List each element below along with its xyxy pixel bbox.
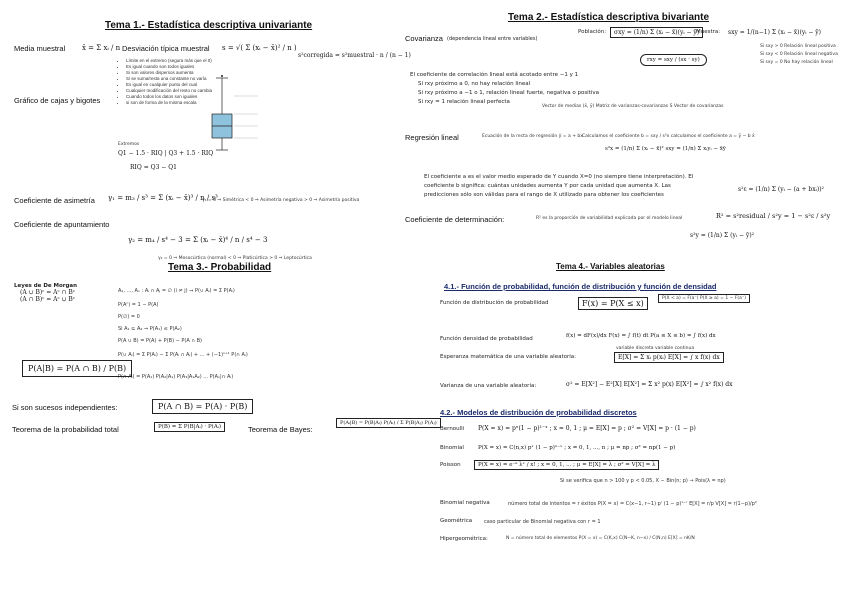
determinacion-formula2: s²y = (1/n) Σ (yᵢ − ȳ)² <box>690 232 755 239</box>
section4-sub1: 4.1.- Función de probabilidad, función de distribución y función de densidad <box>444 282 717 291</box>
regresion-eq: Ecuación de la recta de regresión ŷ = a + bx <box>482 134 583 139</box>
cov-mue-formula: sxy = 1/(n−1) Σ (xᵢ − x̄)(yᵢ − ȳ) <box>728 29 821 36</box>
poisson-label: Poisson <box>440 462 461 468</box>
desv-bullet: • Si se suma/resta una constante no varía <box>126 76 218 82</box>
determinacion-formula: R² = s²residual / s²y = 1 − s²ε / s²y <box>716 212 831 220</box>
variance-formula: σ² = E[X²] − E²[X] E[X²] = Σ x² p(x) E[X²] = ∫ x² f(x) dx <box>566 381 733 388</box>
covarianza-sub: (dependencia lineal entre variables) <box>447 36 538 42</box>
bernoulli-label: Bernoulli <box>440 426 465 432</box>
apuntamiento-label: Coeficiente de apuntamiento <box>14 220 110 229</box>
desv-formula: s = √( Σ (xᵢ − x̄)² / n ) <box>222 44 297 52</box>
desv-bullet: • Es igual cuando son todos iguales <box>126 64 218 70</box>
regresion-label: Regresión lineal <box>405 133 459 142</box>
prob-axiom: P(A ∪ B) = P(A) + P(B) − P(A ∩ B) <box>118 338 202 344</box>
distribution-formula: F(x) = P(X ≤ x) <box>578 297 648 310</box>
boxplot-label: Gráfico de cajas y bigotes <box>14 96 101 105</box>
cov-oval: rxy = sxy / (sx · sy) <box>640 54 707 66</box>
asimetria-note: γ₁ = 0 ⇒ Simétrica < 0 ⇒ Asimetría negativa > 0 ⇒ Asimetría positiva <box>202 198 360 203</box>
binomial-label: Binomial <box>440 445 464 451</box>
geometric-label: Geométrica <box>440 518 473 524</box>
apuntamiento-note: γ₂ = 0 ⇒ Mesocúrtica (normal) < 0 ⇒ Platicúrtica > 0 ⇒ Leptocúrtica <box>158 256 312 261</box>
prob-axiom: A₁, ..., Aₙ : Aᵢ ∩ Aⱼ = ∅ (i ≠ j) ⇒ P(∪ Aᵢ) = Σ P(Aᵢ) <box>118 288 235 294</box>
section3-title: Tema 3.- Probabilidad <box>168 262 272 273</box>
cov-mue-label: Muestra: <box>696 29 721 35</box>
corr-text: Si rxy próximo a 0, no hay relación lineal <box>418 81 531 87</box>
cov-pob-label: Población: <box>578 29 607 35</box>
density-formula: f(x) = dF(x)/dx F(x) = ∫ f(t) dt P(a ≤ X ≤ b) = ∫ f(x) dx <box>566 333 716 339</box>
cov-pob-formula: σxy = (1/n) Σ (xᵢ − x̄)(yᵢ − ȳ) <box>610 27 703 38</box>
distribution-props: P(X < a) = F(a⁻) P(X ≥ a) = 1 − F(a⁻) <box>658 294 750 303</box>
section4-sub2: 4.2.- Modelos de distribución de probabilidad discretos <box>440 408 637 417</box>
desv-bullet: • Cualquier modificación del resto no cambia <box>126 88 218 94</box>
corr-text: Si rxy = 1 relación lineal perfecta <box>418 99 510 105</box>
expectation-label: Esperanza matemática de una variable aleatoria: <box>440 354 576 360</box>
de-morgan <box>14 283 77 303</box>
boxplot-formula1: Q1 − 1.5 · RIQ | Q3 + 1.5 · RIQ <box>118 150 214 157</box>
desv-bullet: • Cuando todos los datos son iguales <box>126 94 218 100</box>
desv-corr: s²corregida = s²muestral · n / (n − 1) <box>298 52 411 59</box>
variance-label: Varianza de una variable aleatoria: <box>440 383 537 389</box>
cov-note: Si sxy = 0 No hay relación lineal <box>760 60 833 65</box>
desv-bullet: • Es igual en cualquier punto del cual <box>126 82 218 88</box>
boxplot-small: Extremos <box>118 142 140 147</box>
regresion-text: coeficiente b significa: cuántas unidades aumenta Y por cada unidad que aumenta X. Las <box>424 183 671 189</box>
regresion-var: s²x = (1/n) Σ (xᵢ − x̄)² sxy = (1/n) Σ xᵢyᵢ − x̄ȳ <box>605 146 726 152</box>
bayes-formula: P(Aᵢ|B) = P(B|Aᵢ) P(Aᵢ) / Σ P(B|Aⱼ) P(Aⱼ) <box>336 418 441 428</box>
boxplot-diagram <box>200 74 260 154</box>
cov-note: Si sxy > 0 Relación lineal positiva <box>760 44 836 49</box>
desv-label: Desviación típica muestral <box>122 44 210 53</box>
neg-binomial-label: Binomial negativa <box>440 500 490 506</box>
de-morgan-title: Leyes de De Morgan <box>14 283 78 289</box>
poisson-formula: P(X = x) = e⁻ᵏ λˣ / x! ; x = 0, 1, ... ; μ = E[X] = λ ; σ² = V[X] = λ <box>474 460 659 470</box>
corr-text: El coeficiente de correlación lineal está acotado entre −1 y 1 <box>410 72 579 78</box>
independence-label: Si son sucesos independientes: <box>12 403 118 412</box>
media-formula: x̄ = Σ xᵢ / n <box>82 44 121 52</box>
section2-title: Tema 2.- Estadística descriptiva bivariante <box>508 12 710 23</box>
section4-title: Tema 4.- Variables aleatorias <box>556 262 665 271</box>
total-prob-label: Teorema de la probabilidad total <box>12 425 119 434</box>
hypergeometric-formula: N = número total de elementos P(X = x) = C(K,x) C(N−K, n−x) / C(N,n) E[X] = nK/N <box>506 536 695 541</box>
regresion-text: predicciones sólo son válidas para el rango de X utilizado para obtener los coeficientes <box>424 192 664 198</box>
regresion-text: El coeficiente a es el valor medio esperado de Y cuando X=0 (no siempre tiene interpretación). El <box>424 174 694 180</box>
prob-axiom: P(Aᶜ) = 1 − P(A) <box>118 302 159 308</box>
prob-axiom: P(∩ Aᵢ) = P(A₁) P(A₂|A₁) P(A₃|A₁A₂) ... P(Aₙ|∩ Aᵢ) <box>118 374 234 380</box>
boxplot-formula2: RIQ = Q3 − Q1 <box>130 164 177 171</box>
media-label: Media muestral <box>14 44 66 53</box>
vector-medias: Vector de medias (x̄, ȳ) Matriz de varianzas-covarianzas S Vector de covarianzas <box>542 104 724 109</box>
regresion-side: s²ε = (1/n) Σ (yᵢ − (a + bxᵢ))² <box>738 186 824 193</box>
distribution-label: Función de distribución de probabilidad <box>440 300 549 306</box>
prob-axiom: Si A₁ ⊆ A₂ ⇒ P(A₁) ≤ P(A₂) <box>118 326 182 332</box>
independence-formula: P(A ∩ B) = P(A) · P(B) <box>152 399 253 414</box>
prob-axiom: P(∪ Aᵢ) = Σ P(Aᵢ) − Σ P(Aᵢ ∩ Aⱼ) + ... + (−1)ⁿ⁺¹ P(∩ Aᵢ) <box>118 352 248 358</box>
bayes-label: Teorema de Bayes: <box>248 425 313 434</box>
cov-note: Si sxy < 0 Relación lineal negativa <box>760 52 838 57</box>
desv-bullet: • si son de forma de la misma escala <box>126 100 218 106</box>
regresion-calc: Calculamos el coeficiente b = sxy / s²x calculamos el coeficiente a = ȳ − b x̄ <box>582 134 755 139</box>
section1-title: Tema 1.- Estadística descriptiva univariante <box>105 20 313 31</box>
neg-binomial-formula: número total de intentos = r éxitos P(X = x) = C(x−1, r−1) pʳ (1 − p)ˣ⁻ʳ E[X] = r/p V[X] = r(1−p)/p² <box>508 501 757 507</box>
binomial-formula: P(X = x) = C(n,x) pˣ (1 − p)ⁿ⁻ˣ ; x = 0, 1, ..., n ; μ = np ; σ² = np(1 − p) <box>478 445 676 451</box>
de-morgan-law: (A ∩ B)ᶜ = Aᶜ ∪ Bᶜ <box>20 296 75 303</box>
total-prob-formula: P(B) = Σ P(B|Aᵢ) · P(Aᵢ) <box>154 422 225 432</box>
determinacion-text: R² es la proporción de variabilidad explicada por el modelo lineal <box>536 216 683 221</box>
density-notes: variable discreta variable continua <box>616 346 695 351</box>
covarianza-label: Covarianza <box>405 34 443 43</box>
expectation-formula: E[X] = Σ xᵢ p(xᵢ) E[X] = ∫ x f(x) dx <box>614 352 724 363</box>
apuntamiento-formula: γ₂ = m₄ / s⁴ − 3 = Σ (xᵢ − x̄)⁴ / n / s⁴ − 3 <box>128 236 268 244</box>
determinacion-label: Coeficiente de determinación: <box>405 215 505 224</box>
density-label: Función densidad de probabilidad <box>440 336 533 342</box>
de-morgan-law: (A ∪ B)ᶜ = Aᶜ ∩ Bᶜ <box>20 289 75 296</box>
geometric-formula: caso particular de Binomial negativa con r = 1 <box>484 519 601 525</box>
asimetria-formula: γ₁ = m₃ / s³ = Σ (xᵢ − x̄)³ / n / s³ <box>108 194 218 202</box>
corr-text: Si rxy próximo a −1 o 1, relación lineal fuerte, negativa o positiva <box>418 90 600 96</box>
asimetria-label: Coeficiente de asimetría <box>14 196 95 205</box>
desv-bullet: • Límite en el extremo (segura más que el 0) <box>126 58 218 64</box>
hypergeometric-label: Hipergeométrica: <box>440 536 488 542</box>
conditional-prob-formula: P(A|B) = P(A ∩ B) / P(B) <box>22 360 132 377</box>
bernoulli-formula: P(X = x) = pˣ(1 − p)¹⁻ˣ ; x = 0, 1 ; μ = E[X] = p ; σ² = V[X] = p · (1 − p) <box>478 425 696 432</box>
desv-bullet: • Si son valores dispersos aumenta <box>126 70 218 76</box>
prob-axiom: P(∅) = 0 <box>118 314 140 320</box>
poisson-note: Si se verifica que n > 100 y p < 0.05, X ∼ Bin(n; p) → Pois(λ = np) <box>560 478 726 484</box>
